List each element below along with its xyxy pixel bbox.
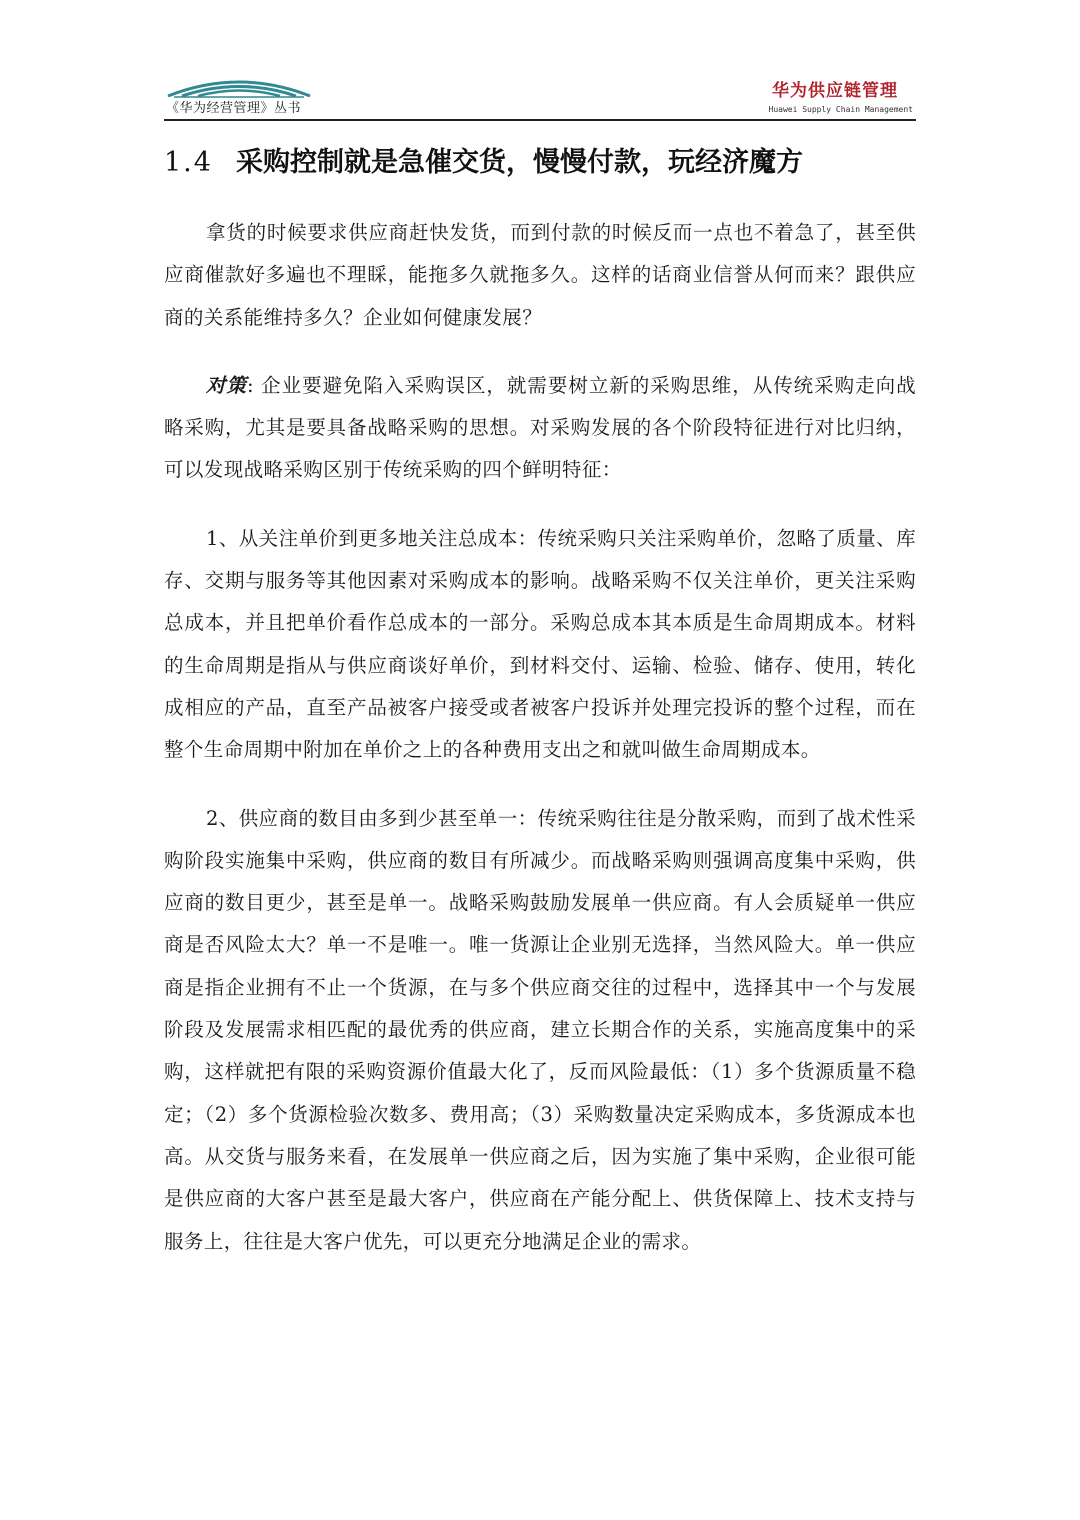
section-number: 1.4: [164, 147, 213, 178]
page-header: [164, 70, 916, 122]
paragraph-point-2: 2、供应商的数目由多到少甚至单一：传统采购往往是分散采购，而到了战术性采购阶段实施集中采购，供应商的数目有所减少。而战略采购则强调高度集中采购，供应商的数目更少，甚至是单一。战略采购鼓励发展单一供应商。有人会质疑单一供应商是否风险太大？单一不是唯一。唯一货源让企业别无选择，当然风险大。单一供应商是指企业拥有不止一个货源，在与多个供应商交往的过程中，选择其中一个与发展阶段及发展需求相匹配的最优秀的供应商，建立长期合作的关系，实施高度集中的采购，这样就把有限的采购资源价值最大化了，反而风险最低：（1）多个货源质量不稳定；（2）多个货源检验次数多、费用高；（3）采购数量决定采购成本，多货源成本也高。从交货与服务来看，在发展单一供应商之后，因为实施了集中采购，企业很可能是供应商的大客户甚至是最大客户，供应商在产能分配上、供货保障上、技术支持与服务上，往往是大客户优先，可以更充分地满足企业的需求。: [164, 806, 916, 1253]
paragraph-point-1: 1、从关注单价到更多地关注总成本：传统采购只关注采购单价，忽略了质量、库存、交期与服务等其他因素对采购成本的影响。战略采购不仅关注单价，更关注采购总成本，并且把单价看作总成本的一部分。采购总成本其本质是生命周期成本。材料的生命周期是指从与供应商谈好单价，到材料交付、运输、检验、储存、使用，转化成相应的产品，直至产品被客户接受或者被客户投诉并处理完投诉的整个过程，而在整个生命周期中附加在单价之上的各种费用支出之和就叫做生命周期成本。: [164, 526, 916, 762]
header-divider: [164, 119, 916, 121]
brand-subtitle: Huawei Supply Chain Management: [768, 105, 913, 114]
body-text: [164, 212, 916, 1289]
paragraph-countermeasure: [164, 365, 916, 492]
countermeasure-text: : 企业要避免陷入采购误区，就需要树立新的采购思维，从传统采购走向战略采购，尤其是要具备战略采购的思想。对采购发展的各个阶段特征进行对比归纳，可以发现战略采购区别于传统采购的四个鲜明特征：: [164, 373, 916, 482]
brand-title: 华为供应链管理: [772, 81, 898, 101]
section-heading: [164, 140, 924, 179]
paragraph-intro: 拿货的时候要求供应商赶快发货，而到付款的时候反而一点也不着急了，甚至供应商催款好多遍也不理睬，能拖多久就拖多久。这样的话商业信誉从何而来？跟供应商的关系能维持多久？企业如何健康发展？: [164, 221, 916, 329]
section-title: 采购控制就是急催交货，慢慢付款，玩经济魔方: [236, 147, 803, 178]
series-label: 《华为经营管理》丛书: [166, 101, 302, 116]
countermeasure-label: 对策: [206, 373, 247, 397]
